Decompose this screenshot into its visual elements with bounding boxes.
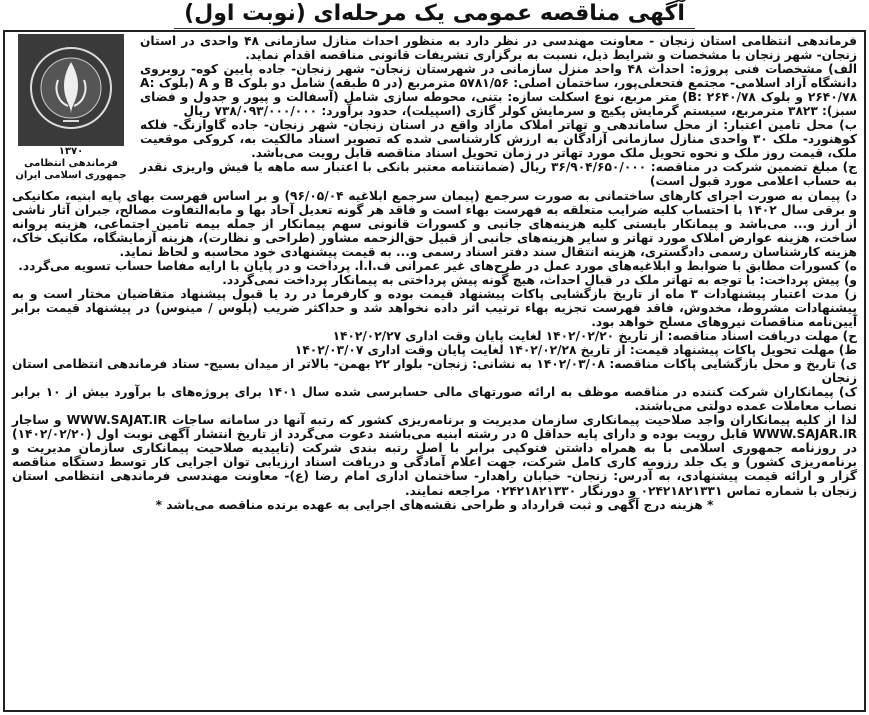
section-g: ز) مدت اعتبار پیشنهادات ۳ ماه از تاریخ بازگشایی پاکات پیشنهاد قیمت بوده و کارفرما در رد یا قبول پیشنهاد متقاضیان مختار است و به پیشنهادات مشروط، مخدوش، فاقد فهرست تجزیه بهاء ترتیب اثر داده نخواهد شد و حداکثر ضریب (پلوس / مینوس) در پیشنهاد قیمت برابر آیین‌نامه مناقصات نیروهای مسلح خواهد بود.: [12, 286, 857, 329]
notice-title: آگهی مناقصه عمومی یک مرحله‌ای (نوبت اول): [174, 0, 695, 29]
section-a-text: احداث ۴۸ واحد منزل سازمانی در شهرستان زنجان- شهر زنجان- جاده پایین کوه- روبروی دانشگاه آزاد اسلامی- مجتمع فتحعلی‌پور، ساختمان اصلی: ۵۷۸۱/۵۶ مترمربع (در ۵ طبقه) شامل دو بلوک B و A (بلوک A: ۲۶۴۰/۷۸ و بلوک B: ۲۶۴۰/۷۸) متر مربع، نوع اسکلت سازه: بتنی، محوطه سازی شامل (آسفالت و پیور و جدول و فضای سبز): ۳۸۲۳ مترمربع، سیستم گرمایش پکیج و سرمایش کولر گازی (اسپیلت)، حدود برآورد: ۷۳۸/۰۹۳/۰۰۰/۰۰۰ ریال: [140, 62, 858, 119]
section-b-label: ب) محل تامین اعتبار:: [723, 118, 857, 133]
section-b-text: از محل ساماندهی و تهاتر املاک مازاد واقع در استان زنجان- شهر زنجان- جاده گاوازنگ- فلکه کوهنورد- ملک ۳۰ واحدی منازل سازمانی آزادگان به ارزش کارشناسی شده که تصویر اسناد مالکیت به، کروکی موقعیت ملک، قیمت روز ملک و نحوه تحویل ملک مورد تهاتر در زمان تحویل اسناد مناقصه قابل رویت می‌باشد.: [140, 118, 857, 161]
section-h-label: ح) مهلت دریافت اسناد مناقصه:: [667, 328, 857, 343]
section-t-text: از تاریخ ۱۴۰۲/۰۲/۲۸ لغایت پایان وقت اداری ۱۴۰۲/۰۳/۰۷: [294, 343, 630, 358]
section-c-label: ج) مبلغ تضمین شرکت در مناقصه:: [650, 160, 857, 175]
logo-year: ۱۳۷۰: [58, 146, 84, 157]
section-y-label: ی) تاریخ و محل بازگشایی پاکات مناقصه:: [609, 357, 857, 372]
section-e: ه) کسورات مطابق با ضوابط و ابلاغیه‌های مورد عمل در طرح‌های غیر عمرانی ف.ا.ا. پرداخت و در پایان با ارایه مفاصا حساب تسویه می‌گردد.: [18, 258, 857, 273]
section-h-text: از تاریخ ۱۴۰۲/۰۲/۲۰ لغایت پایان وقت اداری ۱۴۰۲/۰۲/۲۷: [332, 328, 668, 343]
notice-body: [8, 34, 861, 710]
section-f: [12, 273, 857, 287]
logo-caption: فرماندهی انتظامی جمهوری اسلامی ایران: [15, 158, 127, 181]
section-c-text: ۳۶/۹۰۴/۶۵۰/۰۰۰ ریال (ضمانتنامه معتبر بانکی با اعتبار سه ماهه یا فیش واریزی نقدر به حساب اعلامی مورد قبول است): [140, 160, 857, 189]
section-y-text: ۱۴۰۲/۰۳/۰۸ به نشانی: زنجان- بلوار ۲۲ بهمن- بالاتر از میدان بسیج- ستاد فرماندهی انتظامی استان زنجان: [12, 357, 857, 386]
section-f-label: و) پیش پرداخت:: [759, 272, 857, 287]
section-h: [12, 329, 857, 343]
section-y: [12, 357, 857, 385]
section-d: د) پیمان به صورت اجرای کارهای ساختمانی به صورت سرجمع (پیمان سرجمع ابلاغیه ۹۶/۰۵/۰۴) و بر اساس فهرست بهای پایه ابنیه، مکانیکی و برقی سال ۱۴۰۲ با احتساب کلیه ضرایب متعلقه به فهرست بهاء است و فاقد هر گونه تعدیل آحاد بها و مابه‌التفاوت مصالح، جبران آثار ناشی از ارز و... می‌باشد و پیمانکار بایستی کلیه هزینه‌های جانبی و کسورات قانونی سهم پیمانکار از جمله بیمه تامین اجتماعی، هزینه پروانه ساخت، هزینه عوارض املاک مورد تهاتر و سایر هزینه‌های جانبی از قبیل حق‌الزحمه مشاور (طراحی و نظارت)، هزینه آزمایشگاه، مکانیک خاک، هزینه کارشناسان رسمی دادگستری، هزینه انتقال سند دفتر اسناد رسمی و... به قیمت پیشنهادی خود محاسبه و لحاظ نماید.: [12, 188, 857, 259]
footer-note: * هزینه درج آگهی و ثبت قرارداد و طراحی نقشه‌های اجرایی به عهده برنده مناقصه می‌باشد *: [155, 497, 714, 512]
section-l: لذا از کلیه پیمانکاران واجد صلاحیت پیمانکاری سازمان مدیریت و برنامه‌ریزی کشور که رتبه آنها در سامانه ساجات WWW.SAJAT.IR و ساجار WWW.SAJAR.IR قابل رویت بوده و دارای پایه حداقل ۵ در رشته ابنیه می‌باشند دعوت می‌گردد از تاریخ انتشار آگهی نوبت اول (۱۴۰۲/۰۲/۲۰) در روزنامه جمهوری اسلامی با به همراه داشتن فتوکپی برابر با اصل رتبه بندی شرکت (تاییدیه صلاحیت پیمانکاری سازمان مدیریت و برنامه‌ریزی کشور) و یک جلد رزومه کاری کامل شرکت، جهت اعلام آمادگی و دریافت اسناد ارزیابی توان اجرایی کار توسط دستگاه مناقصه گزار و ارائه قیمت پیشنهادی، به آدرس: زنجان- خیابان راهدار- ساختمان اداری امام رضا (ع)- معاونت مهندسی فرماندهی انتظامی استان زنجان با شماره تماس ۰۲۴۲۱۸۲۱۳۳۱ و دورنگار ۰۲۴۲۱۸۲۱۳۳۰ مراجعه نمایند.: [12, 413, 858, 498]
title-bar: [0, 0, 869, 30]
section-a-label: الف) مشخصات فنی پروژه:: [689, 62, 857, 77]
section-t-label: ط) مهلت تحویل پاکات پیشنهاد قیمت:: [629, 343, 857, 358]
section-k: ک) پیمانکاران شرکت کننده در مناقصه موظف به ارائه صورتهای مالی حسابرسی شده سال ۱۴۰۱ برای پروژه‌های با برآورد بیش از ۱۰ برابر نصاب معاملات عمده دولتی می‌باشند.: [12, 385, 857, 414]
section-t: [12, 343, 857, 357]
intro-paragraph: فرماندهی انتظامی استان زنجان - معاونت مهندسی در نظر دارد به منظور احداث منازل سازمانی ۴۸ واحدی در استان زنجان- شهر زنجان با مشخصات و شرایط ذیل، نسبت به برگزاری تشریفات قانونی مناقصه اقدام نماید.: [140, 34, 857, 63]
section-f-text: با توجه به تهاتر ملک در قبال احداث، هیچ گونه پیش پرداختی به پیمانکار پرداخت نمی‌گردد.: [222, 272, 760, 287]
